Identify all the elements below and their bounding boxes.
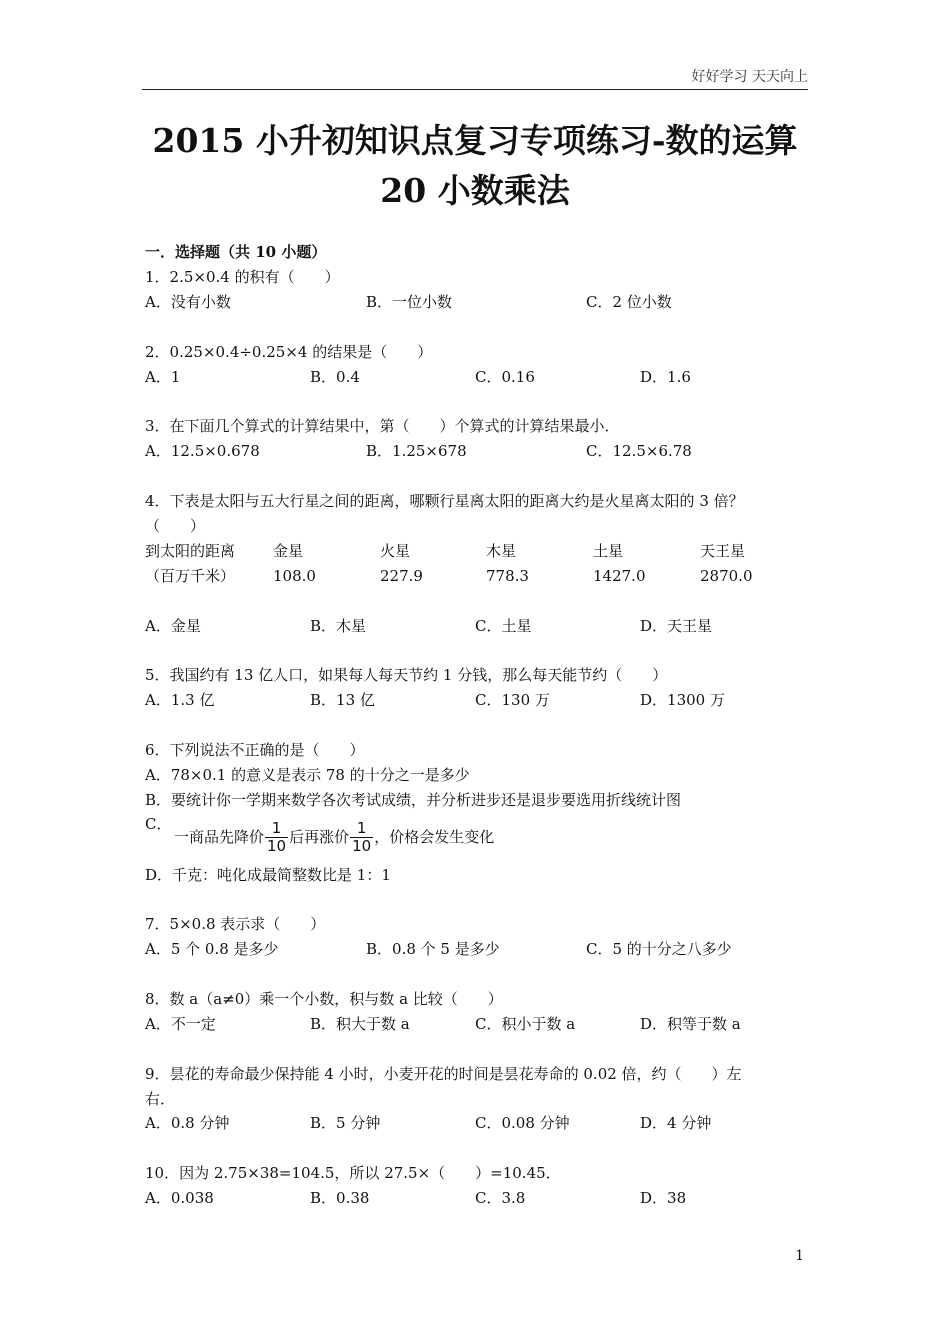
- q8-option-c: C．积小于数 a: [475, 1015, 576, 1033]
- table-planet-jupiter: 木星: [486, 542, 517, 560]
- q7-option-a: A．5 个 0.8 是多少: [145, 940, 279, 958]
- q5-option-c: C．130 万: [475, 691, 550, 709]
- table-value-mars: 227.9: [380, 567, 423, 585]
- q8-option-b: B．积大于数 a: [310, 1015, 410, 1033]
- question-1-stem: 1．2.5×0.4 的积有（ ）: [145, 268, 340, 286]
- table-value-venus: 108.0: [273, 567, 316, 585]
- q3-option-c: C．12.5×6.78: [586, 442, 692, 460]
- table-row-label-unit: （百万千米）: [145, 567, 236, 585]
- q9-option-c: C．0.08 分钟: [475, 1114, 570, 1132]
- q8-option-a: A．不一定: [145, 1015, 216, 1033]
- question-5-options: [145, 690, 795, 710]
- q10-option-a: A．0.038: [145, 1189, 214, 1207]
- q6-option-a: A．78×0.1 的意义是表示 78 的十分之一是多少: [145, 766, 470, 784]
- q6-option-c-text-3: ，价格会发生变化: [374, 828, 495, 846]
- page-title-line-1: 2015 小升初知识点复习专项练习-数的运算: [152, 121, 798, 160]
- q6-option-c: [174, 816, 494, 858]
- table-planet-uranus: 天王星: [700, 542, 746, 560]
- question-3-options: [145, 441, 795, 461]
- question-4-stem-continued: （ ）: [145, 517, 206, 535]
- q8-option-d: D．积等于数 a: [640, 1015, 741, 1033]
- q6-option-c-text-2: 后再涨价: [289, 828, 350, 846]
- q9-option-d: D．4 分钟: [640, 1114, 712, 1132]
- header-divider: [142, 89, 808, 90]
- planet-table-header-row: [145, 541, 795, 561]
- q2-option-a: A．1: [145, 368, 181, 386]
- q4-option-d: D．天王星: [640, 617, 713, 635]
- q2-option-b: B．0.4: [310, 368, 360, 386]
- q5-option-d: D．1300 万: [640, 691, 725, 709]
- table-row-label-distance: 到太阳的距离: [145, 542, 236, 560]
- q4-option-b: B．木星: [310, 617, 367, 635]
- planet-table-values-row: [145, 566, 795, 586]
- section-heading: 一．选择题（共 10 小题）: [145, 243, 327, 261]
- fraction-one-tenth-1: [265, 820, 288, 855]
- fraction-denominator: 10: [267, 836, 287, 855]
- q10-option-b: B．0.38: [310, 1189, 370, 1207]
- question-2-options: [145, 367, 795, 387]
- question-7-options: [145, 939, 795, 959]
- q3-option-b: B．1.25×678: [366, 442, 467, 460]
- table-value-saturn: 1427.0: [593, 567, 646, 585]
- question-9-options: [145, 1113, 795, 1133]
- q5-option-b: B．13 亿: [310, 691, 375, 709]
- table-value-jupiter: 778.3: [486, 567, 529, 585]
- question-8-options: [145, 1014, 795, 1034]
- question-5-stem: 5．我国约有 13 亿人口，如果每人每天节约 1 分钱，那么每天能节约（ ）: [145, 666, 668, 684]
- fraction-numerator: 1: [265, 820, 288, 838]
- question-2-stem: 2．0.25×0.4÷0.25×4 的结果是（ ）: [145, 343, 433, 361]
- table-planet-saturn: 土星: [593, 542, 624, 560]
- question-10-options: [145, 1188, 795, 1208]
- q10-option-c: C．3.8: [475, 1189, 526, 1207]
- question-3-stem: 3．在下面几个算式的计算结果中，第（ ）个算式的计算结果最小．: [145, 417, 620, 435]
- header-slogan: 好好学习 天天向上: [691, 69, 808, 85]
- question-1-options: [145, 292, 795, 312]
- q1-option-c: C．2 位小数: [586, 293, 672, 311]
- question-7-stem: 7．5×0.8 表示求（ ）: [145, 915, 326, 933]
- q4-option-c: C．土星: [475, 617, 532, 635]
- q7-option-c: C．5 的十分之八多少: [586, 940, 732, 958]
- page-number: 1: [795, 1248, 804, 1264]
- question-4-options: [145, 616, 795, 636]
- question-9-stem: 9．昙花的寿命最少保持能 4 小时，小麦开花的时间是昙花寿命的 0.02 倍，约（ ）左: [145, 1065, 742, 1083]
- q6-option-b: B．要统计你一学期来数学各次考试成绩，并分析进步还是退步要选用折线统计图: [145, 791, 682, 809]
- table-planet-venus: 金星: [273, 542, 304, 560]
- q2-option-d: D．1.6: [640, 368, 691, 386]
- question-8-stem: 8．数 a（a≠0）乘一个小数，积与数 a 比较（ ）: [145, 990, 503, 1008]
- q10-option-d: D．38: [640, 1189, 687, 1207]
- page-title-line-2: 20 小数乘法: [380, 171, 570, 210]
- fraction-numerator: 1: [350, 820, 373, 838]
- q3-option-a: A．12.5×0.678: [145, 442, 260, 460]
- q9-option-a: A．0.8 分钟: [145, 1114, 230, 1132]
- fraction-denominator: 10: [352, 836, 372, 855]
- q5-option-a: A．1.3 亿: [145, 691, 215, 709]
- table-planet-mars: 火星: [380, 542, 411, 560]
- q6-option-d: D．千克：吨化成最简整数比是 1：1: [145, 866, 391, 884]
- q9-option-b: B．5 分钟: [310, 1114, 381, 1132]
- q6-option-c-text-1: 一商品先降价: [174, 828, 265, 846]
- q1-option-b: B．一位小数: [366, 293, 453, 311]
- q7-option-b: B．0.8 个 5 是多少: [366, 940, 500, 958]
- fraction-one-tenth-2: [350, 820, 373, 855]
- q2-option-c: C．0.16: [475, 368, 535, 386]
- question-4-stem: 4．下表是太阳与五大行星之间的距离，哪颗行星离太阳的距离大约是火星离太阳的 3 倍？: [145, 492, 744, 510]
- q4-option-a: A．金星: [145, 617, 201, 635]
- question-10-stem: 10．因为 2.75×38=104.5，所以 27.5×（ ）=10.45．: [145, 1164, 561, 1182]
- table-value-uranus: 2870.0: [700, 567, 753, 585]
- q6-option-c-label: C．: [145, 815, 172, 833]
- q1-option-a: A．没有小数: [145, 293, 231, 311]
- question-9-stem-continued: 右．: [145, 1090, 176, 1108]
- question-6-stem: 6．下列说法不正确的是（ ）: [145, 741, 365, 759]
